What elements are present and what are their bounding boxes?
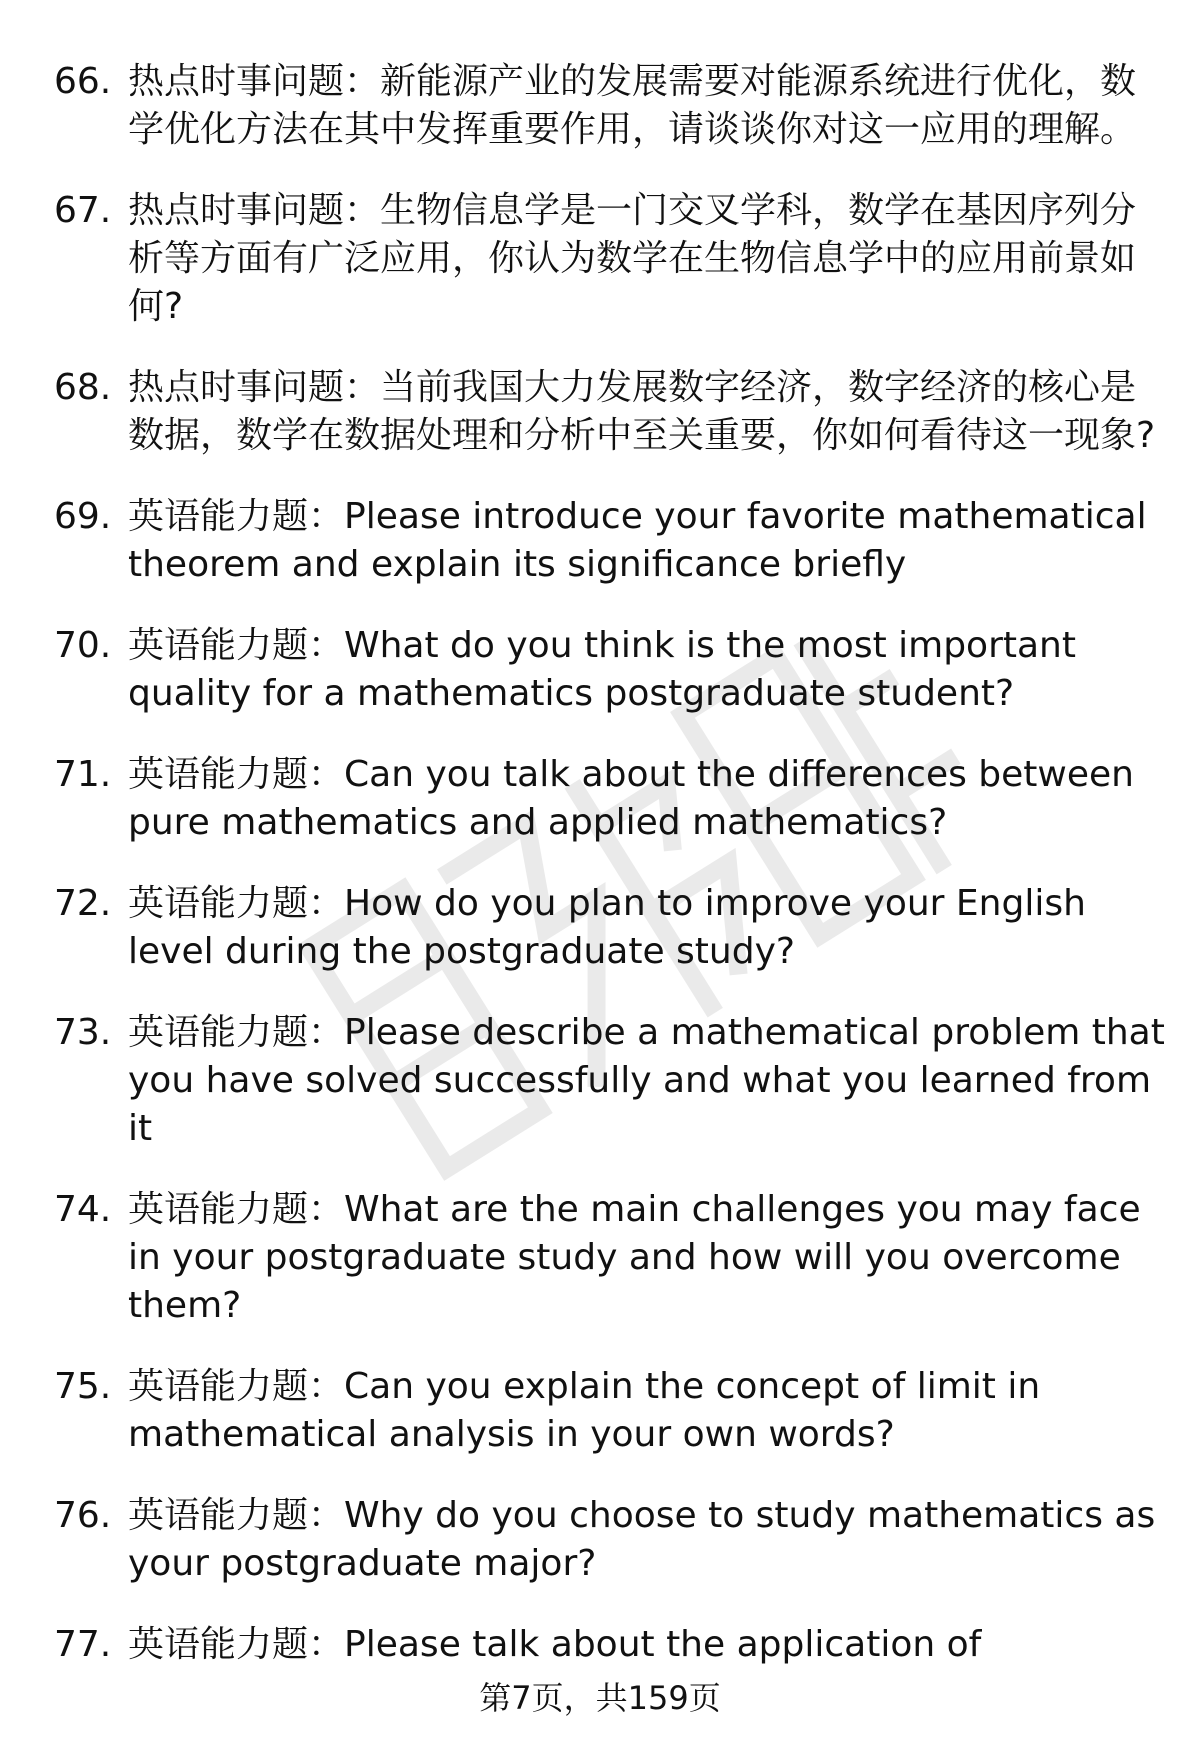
question-text: 新能源产业的发展需要对能源系统进行优化，数学优化方法在其中发挥重要作用，请谈谈你对这一应用的理解。 <box>128 61 1137 150</box>
question-text: 生物信息学是一门交叉学科，数学在基因序列分析等方面有广泛应用，你认为数学在生物信息学中的应用前景如何? <box>128 190 1137 327</box>
question-item <box>0 364 1200 460</box>
question-category: 英语能力题： <box>128 1495 345 1536</box>
question-number: 68. <box>54 367 112 408</box>
question-content <box>128 880 1172 976</box>
question-item <box>0 1621 1200 1669</box>
question-text: Please talk about the application of <box>344 1624 982 1665</box>
question-item <box>0 1186 1200 1330</box>
question-item <box>0 493 1200 589</box>
question-text: Please describe a mathematical problem that you have solved successfully and what you learned from it <box>128 1012 1165 1149</box>
question-item <box>0 880 1200 976</box>
question-content <box>128 187 1172 331</box>
question-number: 73. <box>54 1012 112 1053</box>
question-text: 当前我国大力发展数字经济，数字经济的核心是数据，数学在数据处理和分析中至关重要，你如何看待这一现象? <box>128 367 1156 456</box>
question-number: 71. <box>54 754 112 795</box>
question-category: 英语能力题： <box>128 754 345 795</box>
question-list <box>0 58 1200 1702</box>
question-category: 英语能力题： <box>128 496 345 537</box>
question-category: 热点时事问题： <box>128 190 381 231</box>
question-number: 66. <box>54 61 112 102</box>
question-number: 67. <box>54 190 112 231</box>
question-item <box>0 622 1200 718</box>
question-category: 英语能力题： <box>128 1012 345 1053</box>
question-category: 热点时事问题： <box>128 61 381 102</box>
question-content <box>128 58 1172 154</box>
question-category: 英语能力题： <box>128 883 345 924</box>
page-footer: 第7页，共159页 <box>479 1679 721 1717</box>
question-category: 热点时事问题： <box>128 367 381 408</box>
question-number: 76. <box>54 1495 112 1536</box>
question-number: 70. <box>54 625 112 666</box>
question-text: How do you plan to improve your English level during the postgraduate study? <box>128 883 1086 972</box>
question-item <box>0 751 1200 847</box>
question-item <box>0 187 1200 331</box>
question-category: 英语能力题： <box>128 1366 345 1407</box>
question-content <box>128 1492 1172 1588</box>
question-text: Can you explain the concept of limit in mathematical analysis in your own words? <box>128 1366 1041 1455</box>
question-content <box>128 1009 1172 1153</box>
question-category: 英语能力题： <box>128 625 345 666</box>
question-number: 77. <box>54 1624 112 1665</box>
question-text: What do you think is the most important quality for a mathematics postgraduate student? <box>128 625 1076 714</box>
question-content <box>128 1621 1172 1669</box>
question-number: 74. <box>54 1189 112 1230</box>
question-category: 英语能力题： <box>128 1624 345 1665</box>
question-text: Please introduce your favorite mathematical theorem and explain its significance briefly <box>128 496 1147 585</box>
question-item <box>0 1363 1200 1459</box>
question-content <box>128 1186 1172 1330</box>
question-text: What are the main challenges you may face in your postgraduate study and how will you overcome them? <box>128 1189 1141 1326</box>
question-content <box>128 751 1172 847</box>
question-number: 69. <box>54 496 112 537</box>
question-text: Why do you choose to study mathematics as your postgraduate major? <box>128 1495 1156 1584</box>
question-content <box>128 1363 1172 1459</box>
question-content <box>128 493 1172 589</box>
question-item <box>0 1009 1200 1153</box>
question-content <box>128 364 1172 460</box>
question-number: 72. <box>54 883 112 924</box>
question-item <box>0 1492 1200 1588</box>
question-item <box>0 58 1200 154</box>
question-text: Can you talk about the differences between pure mathematics and applied mathematics? <box>128 754 1134 843</box>
question-category: 英语能力题： <box>128 1189 345 1230</box>
question-content <box>128 622 1172 718</box>
question-number: 75. <box>54 1366 112 1407</box>
